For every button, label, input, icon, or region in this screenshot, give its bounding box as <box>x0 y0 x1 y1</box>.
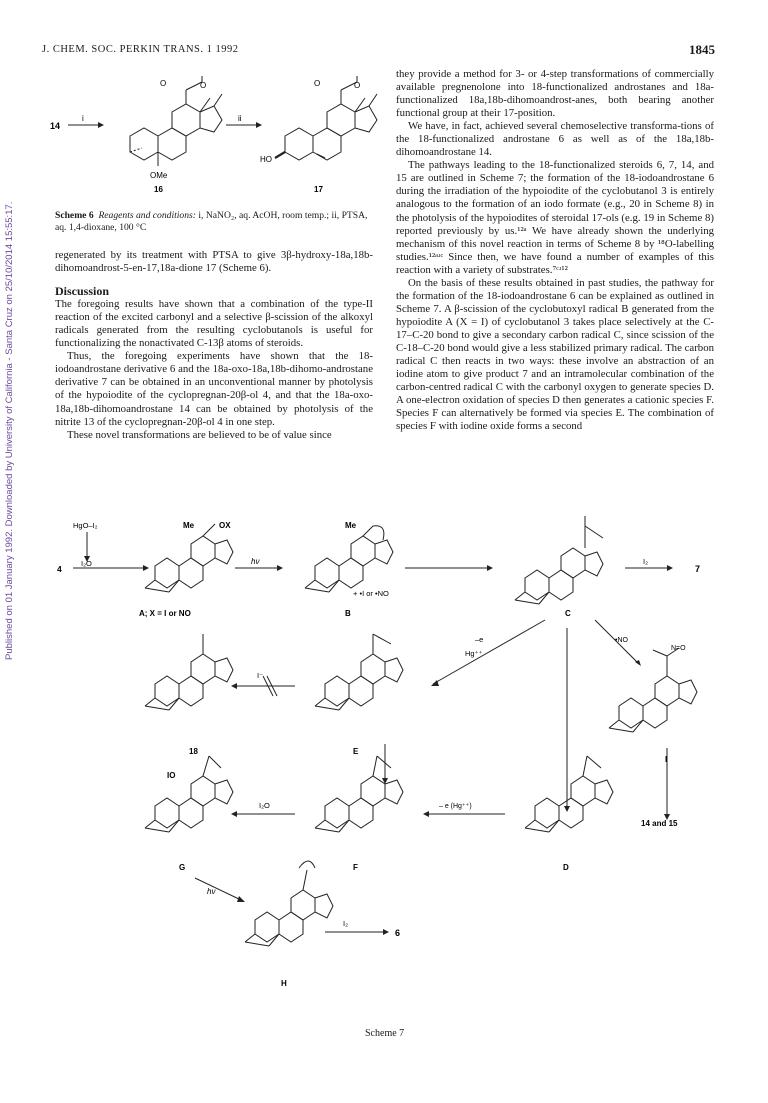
page-number: 1845 <box>689 42 715 57</box>
right-para-2: We have, in fact, achieved several chemoselective transforma-tions of the 18-functionalized androstane 6 as well as of the 18a,18b-dihomoandrostane 14. <box>396 120 714 159</box>
right-column <box>396 68 714 433</box>
me-label: Me <box>183 521 195 530</box>
compound-16-label: 16 <box>154 185 163 194</box>
label-C: C <box>565 609 571 618</box>
right-para-3: The pathways leading to the 18-functionalized steroids 6, 7, 14, and 15 are outlined in Scheme 7; the formation of the 18-iodoandrostane 6 during the irradiation of the hypoiodite of the cyclobutanol 3 is entirely analogous to the formation of an iodo formate (e.g., 20 in Scheme 8) in the photolysis of the hypoiodites of steroidal 17-ols (e.g. 19 in Scheme 8) reported previously by us.¹²ᵃ We have already shown the underlying mechanism of this novel reaction in terms of Scheme 8 by ¹⁸O-labelling studies.¹²ᵃʴᶜ Since then, we have found a number of examples of this reaction with a variety of substrates.⁷ᶜʴ¹² <box>396 159 714 276</box>
scheme6-figure <box>50 66 380 201</box>
scheme6-caption-title: Scheme 6 <box>55 210 94 221</box>
o-label-17a: O <box>314 79 321 88</box>
right-para-1: they provide a method for 3- or 4-step transformations of commercially available pregnenolone into 18-functionalized androstanes and 18a-functionalized 18a,18b-dihomoandrost-anes, both bearing another functional group at their 17-position. <box>396 68 714 120</box>
left-para-3: Thus, the foregoing experiments have shown that the 18-iodoandrostane derivative 6 and the 18a-oxo-18a,18b-dihomo-androstane derivative 7 can be obtained in an unconventional manner by photolysis of the hypoiodite of the cyclopregnan-20β-ol 4, and that the 18a-oxo-18a,18b-dihomoandrostane 14 can be obtained by photolysis of the nitrite 13 of the cyclopregnan-20β-ol 4 in one step. <box>55 350 373 428</box>
label-E: E <box>353 747 359 756</box>
label-H: H <box>281 979 287 988</box>
compound-17-label: 17 <box>314 185 323 194</box>
scheme6-start-label: 14 <box>50 121 61 131</box>
ome-label: OMe <box>150 171 168 180</box>
ho-label: HO <box>260 155 272 164</box>
left-para-1: regenerated by its treatment with PTSA to give 3β-hydroxy-18a,18b-dihomoandrost-5-en-17,18a-dione 17 (Scheme 6). <box>55 249 373 275</box>
left-para-2: The foregoing results have shown that a combination of the type-II reaction of the excited carbonyl and a selective β-scission of the alkoxyl radicals generated from the resulting cyclobutanols is useful for functionalizing the nonactivated C-13β atoms of steroids. <box>55 298 373 350</box>
hg-label: Hg⁺⁺ <box>465 649 483 658</box>
product-6-label: 6 <box>395 928 401 938</box>
right-para-4: On the basis of these results obtained in past studies, the pathway for the formation of the 18-iodoandrostane 6 can be explained as outlined in Scheme 7. A β-scission of the cyclobutoxyl radical B generated from the hypoiodite A (X = I) of cyclobutanol 3 takes place selectively at the C-17–C-20 bond to give a secondary carbon radical C, since scission of the C-18–C-20 bond would give a less stabilized primary radical. The carbon radical C then reacts in two ways: these involve an abstraction of an iodine atom to give product 7 and an intramolecular combination of the carbon-centred radical C with the carbonyl oxygen to generate species D. A one-electron oxidation of species D then generates a cationic species F. Species F can alternatively be formed via species E. The combination of species F with iodine oxide forms a second <box>396 276 714 433</box>
left-para-4: These novel transformations are believed to be of value since <box>67 428 332 441</box>
scheme6-caption-conditions: Reagents and conditions: <box>98 210 196 221</box>
ox-label: OX <box>219 521 231 530</box>
label-G: G <box>179 863 186 872</box>
label-F: F <box>353 863 358 872</box>
product-7-label: 7 <box>695 564 701 574</box>
reagent-i2o: I₂O <box>81 559 92 568</box>
io-label: IO <box>167 771 176 780</box>
download-sidebar <box>4 60 18 660</box>
products-14-15: 14 and 15 <box>641 819 678 828</box>
download-notice: Published on 01 January 1992. Downloaded by University of California - Santa Cruz on 25/10/2014 15:55:17. <box>4 201 15 660</box>
minus-e-hg-label: – e (Hg⁺⁺) <box>439 803 472 810</box>
minus-e-label: –e <box>475 635 484 644</box>
i2-arrow-label-2: I₂ <box>343 919 348 928</box>
scheme6-arrow1-label: i <box>82 114 84 123</box>
me-label-B: Me <box>345 521 357 530</box>
iminus-label: I⁻ <box>257 671 264 680</box>
reagent-hgo-i2: HgO–I₂ <box>73 521 98 530</box>
label-A: A; X = I or NO <box>139 609 191 618</box>
start-4-label: 4 <box>57 564 62 574</box>
scheme6-caption-text: i, NaNO₂, aq. AcOH, room temp.; ii, PTSA, aq. 1,4-dioxane, 100 °C <box>55 210 368 233</box>
o-label-16b: O <box>200 81 207 90</box>
scheme6-caption <box>55 210 375 233</box>
o-label-16a: O <box>160 79 167 88</box>
scheme7-figure <box>55 516 735 1016</box>
nitroso-label: N=O <box>671 645 686 652</box>
label-I: I <box>665 755 668 764</box>
i2-arrow-label: I₂ <box>643 557 648 566</box>
scheme7-title: Scheme 7 <box>365 1028 405 1039</box>
o-label-17b: O <box>354 81 361 90</box>
B-extra: + •I or •NO <box>353 589 389 598</box>
left-column <box>55 249 373 442</box>
running-header: J. CHEM. SOC. PERKIN TRANS. 1 1992 <box>42 44 239 55</box>
label-18: 18 <box>189 747 198 756</box>
hv-label-2: hν <box>207 887 216 896</box>
hv-label-1: hν <box>251 557 260 566</box>
scheme6-arrow2-label: ii <box>238 114 242 123</box>
label-B: B <box>345 609 351 618</box>
no-radical-label: •NO <box>615 637 628 644</box>
i2o-arrow-label: I₂O <box>259 801 270 810</box>
label-D: D <box>563 863 569 872</box>
discussion-heading: Discussion <box>55 284 110 299</box>
